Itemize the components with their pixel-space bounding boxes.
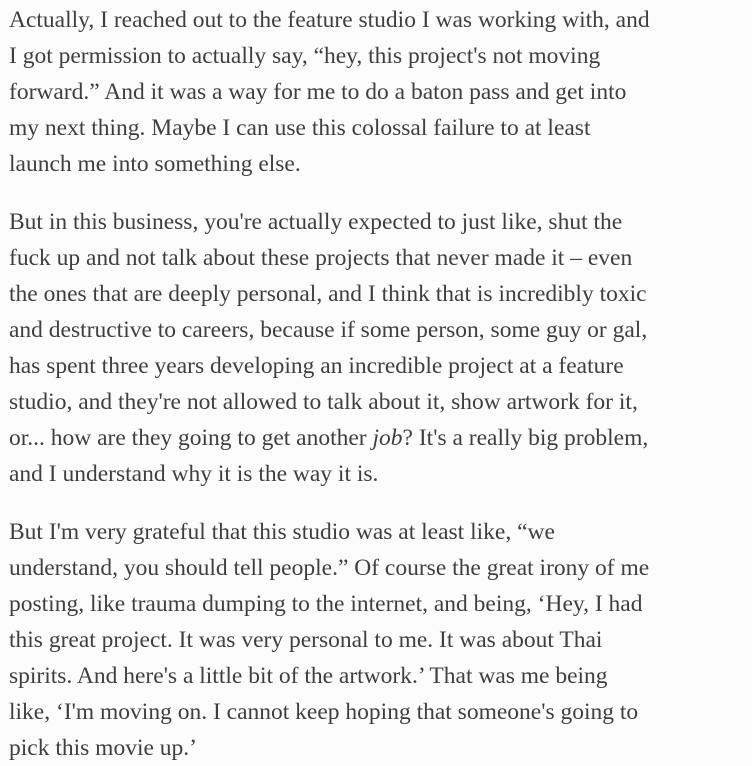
text-segment: or... how are they going to get another <box>9 425 373 451</box>
text-segment: ? It's a really big problem, <box>402 425 649 451</box>
text-line: this great project. It was very personal to me. It was about Thai <box>9 627 603 653</box>
text-line: and I understand why it is the way it is. <box>9 461 379 487</box>
text-line: studio, and they're not allowed to talk about it, show artwork for it, <box>9 389 638 415</box>
text-line: my next thing. Maybe I can use this colossal failure to at least <box>9 115 591 141</box>
paragraph-3 <box>9 514 732 766</box>
text-line: and destructive to careers, because if some person, some guy or gal, <box>9 317 648 343</box>
text-line: has spent three years developing an incredible project at a feature <box>9 353 624 379</box>
text-line-with-italic <box>9 420 732 456</box>
text-line: understand, you should tell people.” Of course the great irony of me <box>9 555 650 581</box>
text-line: launch me into something else. <box>9 151 301 177</box>
text-line: like, ‘I'm moving on. I cannot keep hoping that someone's going to <box>9 699 639 725</box>
text-line: But in this business, you're actually expected to just like, shut the <box>9 209 623 235</box>
paragraph-1 <box>9 2 732 182</box>
text-line: fuck up and not talk about these projects that never made it – even <box>9 245 633 271</box>
text-line: posting, like trauma dumping to the internet, and being, ‘Hey, I had <box>9 591 643 617</box>
text-line: But I'm very grateful that this studio was at least like, “we <box>9 519 555 545</box>
text-line: pick this movie up.’ <box>9 735 197 761</box>
text-line: Actually, I reached out to the feature studio I was working with, and <box>9 7 650 33</box>
paragraph-2 <box>9 204 732 492</box>
text-line: forward.” And it was a way for me to do a baton pass and get into <box>9 79 627 105</box>
text-line: spirits. And here's a little bit of the artwork.’ That was me being <box>9 663 608 689</box>
italic-word: job <box>372 425 403 451</box>
text-line: I got permission to actually say, “hey, this project's not moving <box>9 43 601 69</box>
text-line: the ones that are deeply personal, and I think that is incredibly toxic <box>9 281 647 307</box>
